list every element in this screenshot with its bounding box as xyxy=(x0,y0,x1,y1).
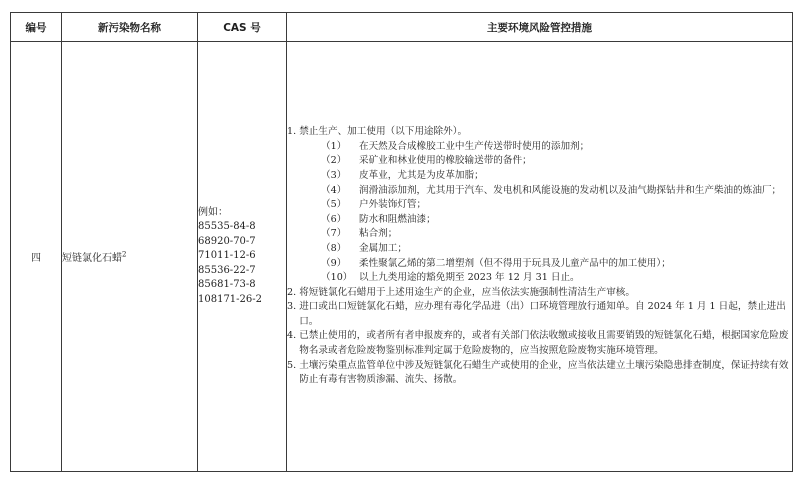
header-row xyxy=(11,13,793,42)
sub-item-number: （2） xyxy=(321,155,347,167)
substance-name-cell xyxy=(62,42,198,472)
sub-item xyxy=(287,227,792,242)
cas-number: 71011-12-6 xyxy=(198,250,256,262)
sub-item xyxy=(287,140,792,155)
sub-item-number: （6） xyxy=(321,213,347,225)
sub-item xyxy=(287,257,792,272)
cas-intro: 例如： xyxy=(198,206,228,218)
header-name: 新污染物名称 xyxy=(62,13,198,42)
header-no: 编号 xyxy=(11,13,62,42)
measure-number: 3. xyxy=(287,301,300,313)
measures-cell xyxy=(287,42,793,472)
sub-item xyxy=(287,154,792,169)
sub-item-text: 以上九类用途的豁免期至 2023 年 12 月 31 日止。 xyxy=(359,272,580,284)
sub-item-text: 防水和阻燃油漆； xyxy=(359,213,436,225)
sub-item xyxy=(287,242,792,257)
sub-item-number: （10） xyxy=(321,272,353,284)
sub-item xyxy=(287,213,792,228)
measure-number: 5. xyxy=(287,359,300,371)
cas-list xyxy=(198,220,286,307)
measure-number: 1. xyxy=(287,126,300,138)
sub-item-text: 在天然及合成橡胶工业中生产传送带时使用的添加剂； xyxy=(359,140,590,152)
measure-text: 已禁止使用的，或者所有者申报废弃的，或者有关部门依法收缴或接收且需要销毁的短链氯化石蜡，根据国家危险废物名录或者危险废物鉴别标准判定属于危险废物的，应当按照危险废物实施环境管理。 xyxy=(299,330,789,357)
sub-item-number: （4） xyxy=(321,184,347,196)
sub-item-text: 皮革业，尤其是为皮革加脂； xyxy=(359,169,484,181)
cas-number: 108171-26-2 xyxy=(198,293,263,305)
measure-item xyxy=(287,329,792,358)
sub-item-text: 金属加工； xyxy=(359,242,407,254)
sub-item-number: （1） xyxy=(321,140,347,152)
header-measures: 主要环境风险管控措施 xyxy=(287,13,793,42)
sub-item xyxy=(287,198,792,213)
name-footnote: 2 xyxy=(122,250,127,259)
row-number: 四 xyxy=(11,42,62,472)
sub-item-number: （8） xyxy=(321,242,347,254)
cas-number: 85536-22-7 xyxy=(198,264,256,276)
sub-item-number: （5） xyxy=(321,199,347,211)
measure-text: 进口或出口短链氯化石蜡，应办理有毒化学品进（出）口环境管理放行通知单。自 2024 年 1 月 1 日起，禁止进出口。 xyxy=(299,301,786,327)
sub-item-number: （3） xyxy=(321,169,347,181)
sub-item xyxy=(287,184,792,199)
header-cas: CAS 号 xyxy=(198,13,287,42)
measure-text: 土壤污染重点监管单位中涉及短链氯化石蜡生产或使用的企业，应当依法建立土壤污染隐患排查制度，保证持续有效防止有毒有害物质渗漏、流失、扬散。 xyxy=(299,359,789,386)
cas-cell xyxy=(198,42,287,472)
measure-text: 禁止生产、加工使用（以下用途除外）。 xyxy=(299,126,468,138)
table-row xyxy=(11,42,793,472)
sub-item-number: （9） xyxy=(321,257,347,269)
sub-item-text: 户外装饰灯管； xyxy=(359,199,427,211)
measure-number: 2. xyxy=(287,286,300,298)
measure-number: 4. xyxy=(287,330,300,342)
measure-item xyxy=(287,125,792,140)
measure-item xyxy=(287,300,792,329)
cas-number: 85535-84-8 xyxy=(198,221,256,233)
sub-item-text: 粘合剂； xyxy=(359,228,398,240)
measures-list xyxy=(287,125,792,388)
measure-item xyxy=(287,286,792,301)
sub-item xyxy=(287,271,792,286)
cas-number: 68920-70-7 xyxy=(198,235,256,247)
measure-item xyxy=(287,359,792,388)
sub-item-text: 柔性聚氯乙烯的第二增塑剂（但不得用于玩具及儿童产品中的加工使用）； xyxy=(359,257,671,269)
sub-item-text: 润滑油添加剂，尤其用于汽车、发电机和风能设施的发动机以及油气勘探钻井和生产柴油的炼油厂； xyxy=(359,184,782,196)
substance-name: 短链氯化石蜡 xyxy=(62,253,122,264)
measure-text: 将短链氯化石蜡用于上述用途生产的企业，应当依法实施强制性清洁生产审核。 xyxy=(299,286,635,298)
risk-control-table xyxy=(10,12,793,472)
cas-number: 85681-73-8 xyxy=(198,279,256,291)
sub-item-number: （7） xyxy=(321,228,347,240)
sub-item xyxy=(287,169,792,184)
sub-item-text: 采矿业和林业使用的橡胶输送带的备件； xyxy=(359,155,532,167)
